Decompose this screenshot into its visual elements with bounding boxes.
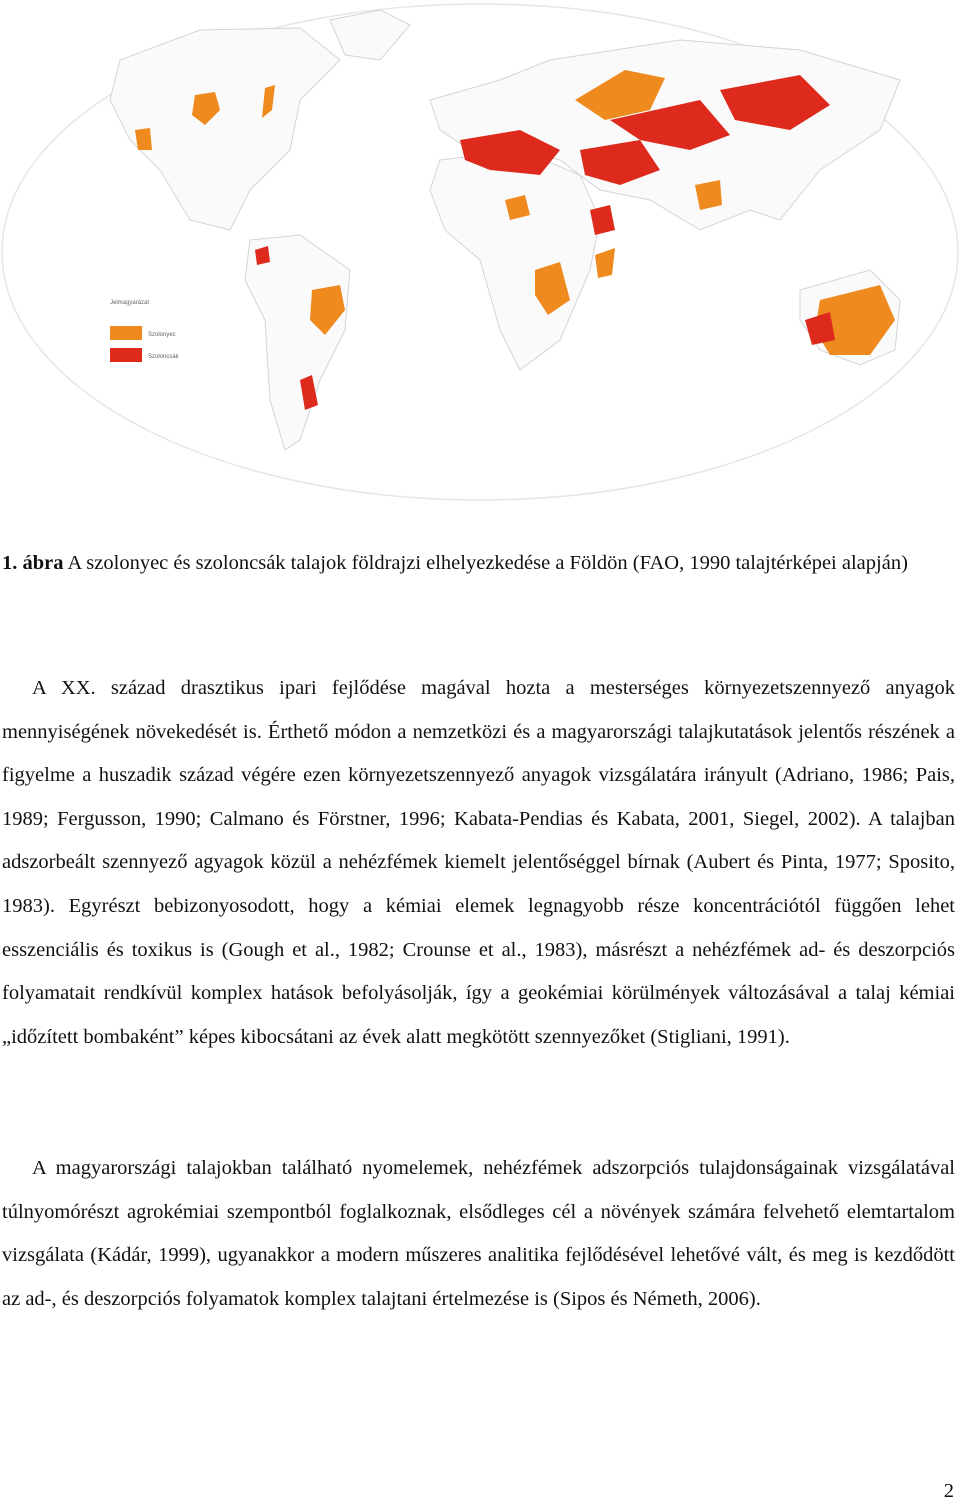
region-na-orange-3 [135, 128, 152, 150]
legend-label-szolonyec: Szolonyec [148, 332, 176, 338]
legend-swatch-szolonyec [110, 326, 142, 340]
caption-label: 1. ábra [2, 552, 64, 574]
caption-text: A szolonyec és szoloncsák talajok földrajzi elhelyezkedése a Földön (FAO, 1990 talajtérképei alapján) [63, 552, 908, 574]
body-paragraph-1: A XX. század drasztikus ipari fejlődése magával hozta a mesterséges környezetszennyező anyagok mennyiségének növekedését is. Érthető módon a nemzetközi és a magyarországi talajkutatások jelentős részének a figyelme a huszadik század végére ezen környezetszennyező anyagok vizsgálatára irányult (Adriano, 1986; Pais, 1989; Fergusson, 1990; Calmano és Förstner, 1996; Kabata-Pendias és Kabata, 2001, Siegel, 2002). A talajban adszorbeált szennyező agyagok közül a nehézfémek kiemelt jelentőséggel bírnak (Aubert és Pinta, 1977; Sposito, 1983). Egyrészt bebizonyosodott, hogy a kémiai elemek legnagyobb része koncentrációtól függően lehet esszenciális és toxikus is (Gough et al., 1982; Crounse et al., 1983), másrészt a nehézfémek ad- és deszorpciós folyamatait rendkívül komplex hatások befolyásolják, így a geokémiai körülmények változásával a talaj kémiai „időzített bombaként” képes kibocsátani az évek alatt megkötött szennyezőket (Stigliani, 1991). [2, 677, 955, 1048]
legend-swatch-szoloncsak [110, 348, 142, 362]
legend-label-szoloncsak: Szoloncsák [148, 354, 179, 360]
world-map-svg [0, 0, 960, 505]
world-map-figure [0, 0, 960, 505]
page-number: 2 [943, 1480, 954, 1502]
body-paragraph-2: A magyarországi talajokban található nyomelemek, nehézfémek adszorpciós tulajdonságainak vizsgálatával túlnyomórészt agrokémiai szempontból foglalkoznak, elsődleges cél a növények számára felvehető elemtartalom vizsgálata (Kádár, 1999), ugyanakkor a modern műszeres analitika fejlődésével lehetővé vált, és meg is kezdődött az ad-, és deszorpciós folyamatok komplex talajtani értelmezése is (Sipos és Németh, 2006). [2, 1157, 955, 1310]
legend-title: Jelmagyarázat [110, 300, 150, 306]
figure-caption [2, 541, 955, 585]
